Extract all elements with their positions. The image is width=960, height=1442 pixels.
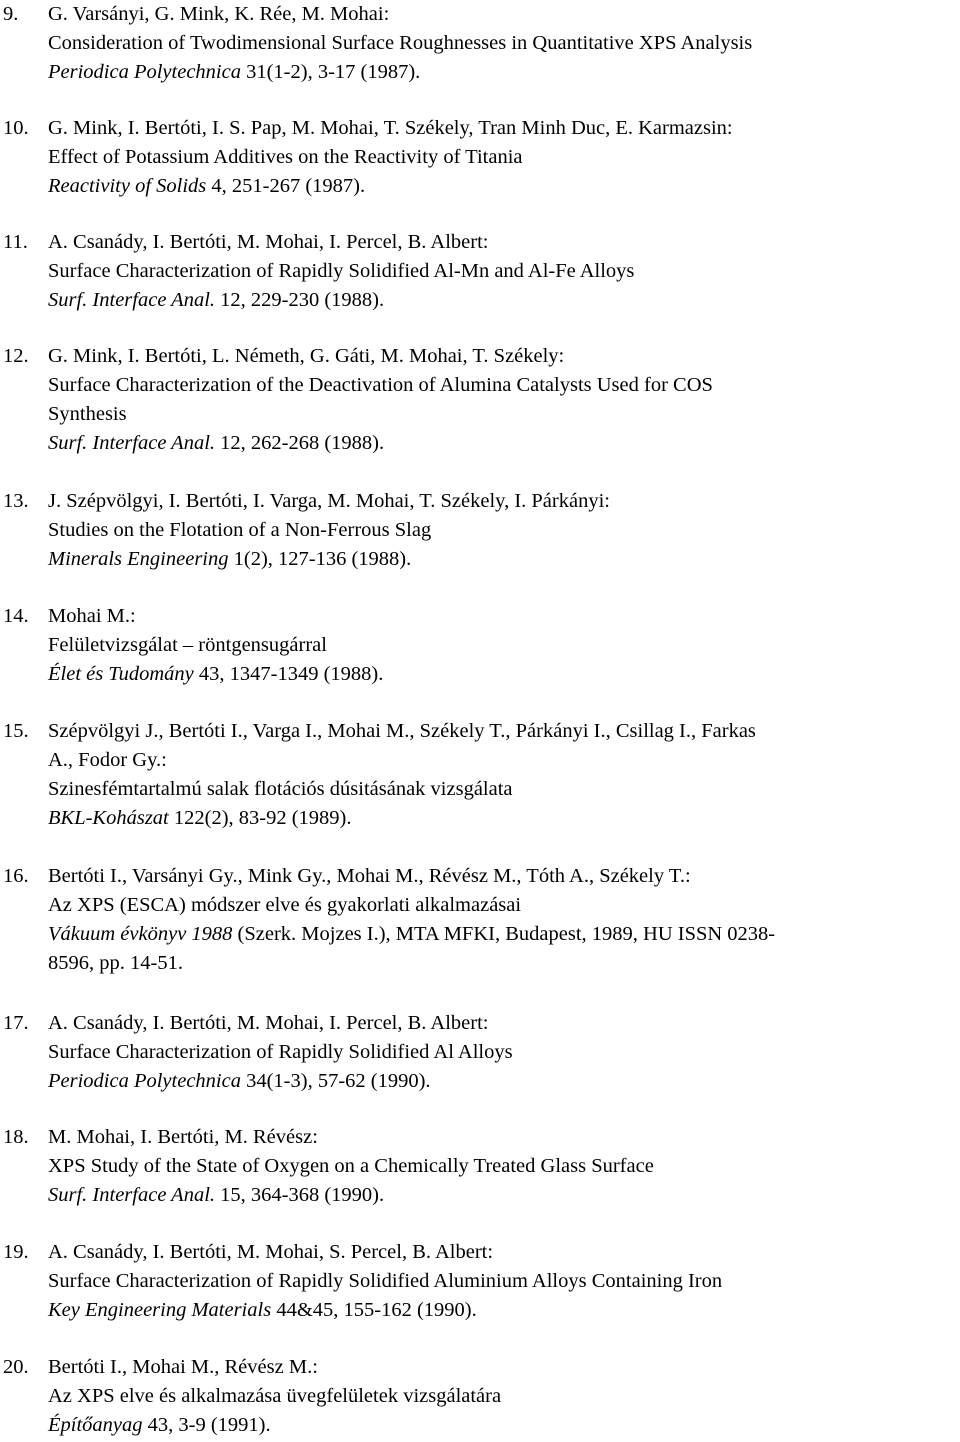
reference-number: 16.: [3, 865, 29, 887]
reference-body: [48, 1009, 958, 1096]
reference-source: [48, 1296, 958, 1325]
reference-authors: Szépvölgyi J., Bertóti I., Varga I., Mohai M., Székely T., Párkányi I., Csillag I., Farkas: [48, 720, 756, 742]
journal-volume: 12: [220, 432, 241, 454]
reference-source-continued: 8596, pp. 14-51.: [48, 952, 183, 974]
journal-pages-year: , 229-230 (1988).: [240, 289, 385, 311]
reference-number: 17.: [3, 1012, 29, 1034]
reference-authors: A. Csanády, I. Bertóti, M. Mohai, I. Percel, B. Albert:: [48, 231, 489, 253]
journal-name: Reactivity of Solids: [48, 175, 207, 197]
reference-authors: G. Mink, I. Bertóti, I. S. Pap, M. Mohai, T. Székely, Tran Minh Duc, E. Karmazsin:: [48, 117, 733, 139]
reference-body: [48, 342, 958, 458]
reference-number: 11.: [3, 231, 28, 253]
reference-source: [48, 545, 958, 574]
reference-authors: A. Csanády, I. Bertóti, M. Mohai, S. Percel, B. Albert:: [48, 1241, 494, 1263]
reference-title: Az XPS elve és alkalmazása üvegfelületek vizsgálatára: [48, 1385, 502, 1407]
journal-name: Surf. Interface Anal.: [48, 432, 216, 454]
reference-number: 15.: [3, 720, 29, 742]
journal-name: Periodica Polytechnica: [48, 1070, 241, 1092]
journal-volume: 31: [246, 61, 267, 83]
reference-body: [48, 114, 958, 201]
journal-name: Vákuum évkönyv 1988: [48, 923, 233, 945]
reference-body: [48, 1123, 958, 1210]
journal-volume: 122: [173, 807, 205, 829]
reference-title: Surface Characterization of Rapidly Solidified Al Alloys: [48, 1041, 513, 1063]
reference-number: 10.: [3, 117, 29, 139]
reference-title: Az XPS (ESCA) módszer elve és gyakorlati alkalmazásai: [48, 894, 522, 916]
reference-title: Felületvizsgálat – röntgensugárral: [48, 634, 327, 656]
reference-title: XPS Study of the State of Oxygen on a Chemically Treated Glass Surface: [48, 1155, 654, 1177]
journal-pages-year: (1-2), 3-17 (1987).: [266, 61, 421, 83]
reference-source: [48, 804, 958, 833]
reference-number: 19.: [3, 1241, 29, 1263]
reference-source: [48, 660, 958, 689]
reference-title: Surface Characterization of Rapidly Solidified Al-Mn and Al-Fe Alloys: [48, 260, 635, 282]
reference-title: Szinesfémtartalmú salak flotációs dúsitásának vizsgálata: [48, 778, 513, 800]
reference-title: Surface Characterization of Rapidly Solidified Aluminium Alloys Containing Iron: [48, 1270, 723, 1292]
journal-pages-year: (2), 83-92 (1989).: [204, 807, 352, 829]
reference-body: [48, 487, 958, 574]
journal-volume: 43: [147, 1414, 169, 1436]
reference-authors-continued: A., Fodor Gy.:: [48, 749, 167, 771]
reference-authors: G. Mink, I. Bertóti, L. Németh, G. Gáti, M. Mohai, T. Székely:: [48, 345, 565, 367]
reference-number: 14.: [3, 605, 29, 627]
reference-authors: Mohai M.:: [48, 605, 136, 627]
reference-body: [48, 228, 958, 315]
journal-pages-year: 251-267 (1987).: [226, 175, 366, 197]
journal-name: BKL-Kohászat: [48, 807, 169, 829]
journal-name: Key Engineering Materials: [48, 1299, 272, 1321]
reference-authors: Bertóti I., Varsányi Gy., Mink Gy., Mohai M., Révész M., Tóth A., Székely T.:: [48, 865, 691, 887]
reference-authors: M. Mohai, I. Bertóti, M. Révész:: [48, 1126, 318, 1148]
reference-body: [48, 862, 958, 978]
journal-name: Élet és Tudomány: [48, 663, 194, 685]
journal-volume: 1: [233, 548, 244, 570]
reference-number: 13.: [3, 490, 29, 512]
reference-body: [48, 717, 958, 833]
journal-pages-year: , 1347-1349 (1988).: [219, 663, 384, 685]
reference-source: [48, 286, 958, 315]
journal-volume: 44&45: [276, 1299, 334, 1321]
reference-title: Studies on the Flotation of a Non-Ferrous Slag: [48, 519, 432, 541]
journal-name: Minerals Engineering: [48, 548, 229, 570]
reference-authors: J. Szépvölgyi, I. Bertóti, I. Varga, M. Mohai, T. Székely, I. Párkányi:: [48, 490, 610, 512]
journal-pages-year: , 364-368 (1990).: [240, 1184, 385, 1206]
reference-body: [48, 0, 958, 87]
reference-source: [48, 1181, 958, 1210]
reference-authors: Bertóti I., Mohai M., Révész M.:: [48, 1356, 318, 1378]
journal-name: Építőanyag: [48, 1414, 143, 1436]
journal-name: Periodica Polytechnica: [48, 61, 241, 83]
reference-source: [48, 172, 958, 201]
journal-pages-year: (2), 127-136 (1988).: [243, 548, 412, 570]
reference-title: Consideration of Twodimensional Surface Roughnesses in Quantitative XPS Analysis: [48, 32, 753, 54]
reference-source: [48, 429, 958, 458]
journal-volume: 43: [198, 663, 220, 685]
reference-source: [48, 920, 958, 949]
reference-body: [48, 602, 958, 689]
reference-number: 9.: [3, 3, 19, 25]
reference-title-continued: Synthesis: [48, 403, 127, 425]
reference-source: [48, 1067, 958, 1096]
reference-source: [48, 1411, 958, 1440]
journal-volume: 34: [246, 1070, 267, 1092]
journal-name: Surf. Interface Anal.: [48, 289, 216, 311]
reference-number: 20.: [3, 1356, 29, 1378]
reference-title: Surface Characterization of the Deactivation of Alumina Catalysts Used for COS: [48, 374, 713, 396]
reference-body: [48, 1238, 958, 1325]
reference-body: [48, 1353, 958, 1440]
journal-volume: 4,: [211, 175, 227, 197]
journal-pages-year: , 3-9 (1991).: [168, 1414, 271, 1436]
reference-number: 18.: [3, 1126, 29, 1148]
reference-authors: G. Varsányi, G. Mink, K. Rée, M. Mohai:: [48, 3, 390, 25]
journal-volume: 15: [220, 1184, 241, 1206]
journal-volume: 12: [220, 289, 241, 311]
reference-authors: A. Csanády, I. Bertóti, M. Mohai, I. Percel, B. Albert:: [48, 1012, 489, 1034]
journal-pages-year: (Szerk. Mojzes I.), MTA MFKI, Budapest, 1989, HU ISSN 0238-: [232, 923, 776, 945]
reference-number: 12.: [3, 345, 29, 367]
journal-pages-year: (1-3), 57-62 (1990).: [266, 1070, 431, 1092]
reference-source: [48, 58, 958, 87]
journal-pages-year: , 155-162 (1990).: [333, 1299, 477, 1321]
reference-title: Effect of Potassium Additives on the Reactivity of Titania: [48, 146, 523, 168]
journal-name: Surf. Interface Anal.: [48, 1184, 216, 1206]
journal-pages-year: , 262-268 (1988).: [240, 432, 385, 454]
